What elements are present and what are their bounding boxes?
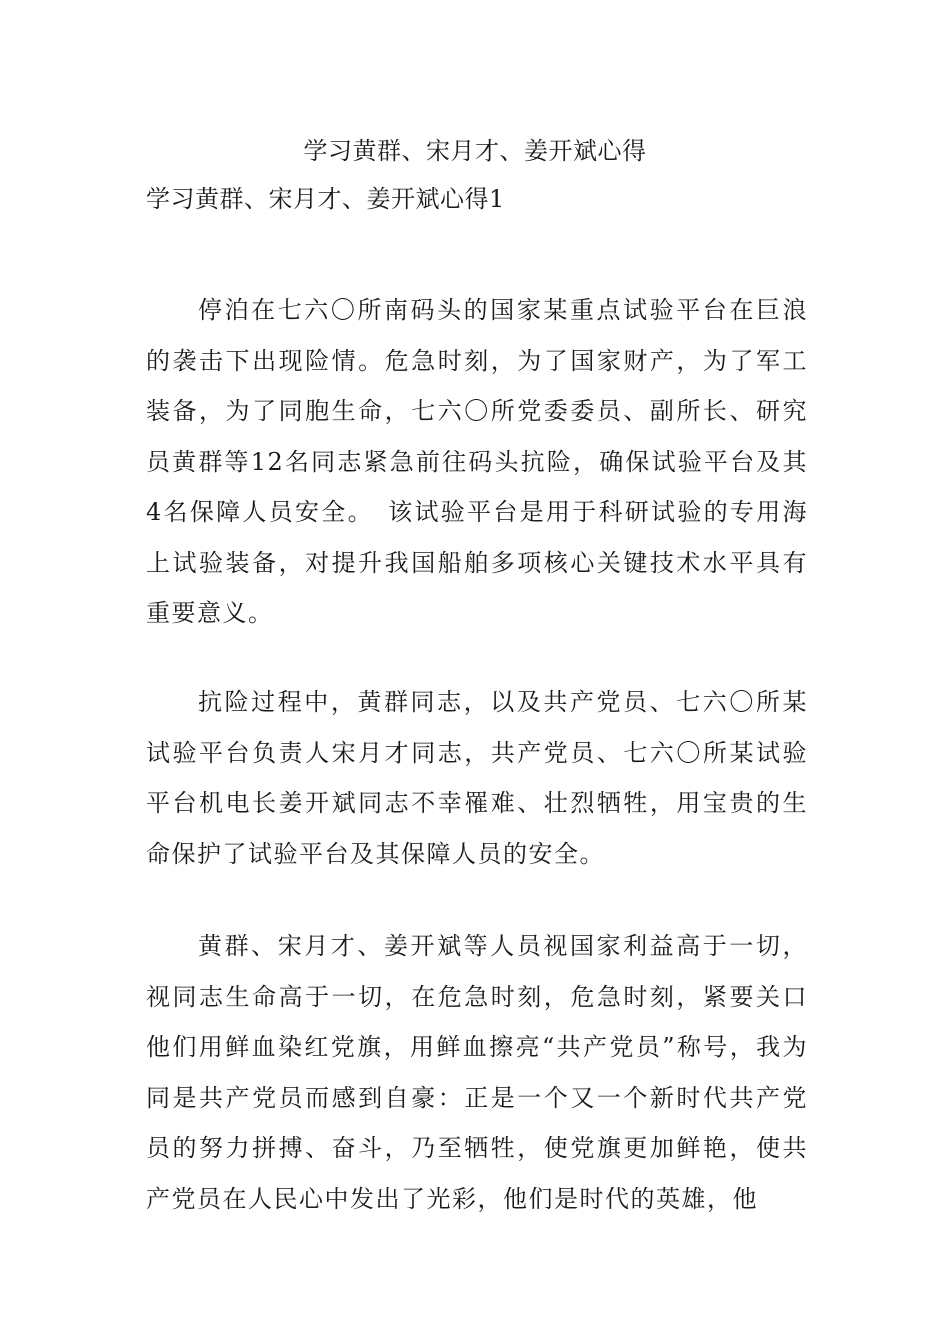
paragraph-2: 抗险过程中，黄群同志，以及共产党员、七六〇所某试验平台负责人宋月才同志，共产党员、七六〇所某试验平台机电长姜开斌同志不幸罹难、壮烈牺牲，用宝贵的生命保护了试验平台及其保障人员的安全。 — [146, 688, 808, 868]
paragraph-1: 停泊在七六〇所南码头的国家某重点试验平台在巨浪的袭击下出现险情。危急时刻，为了国家财产，为了军工装备，为了同胞生命，七六〇所党委委员、副所长、研究员黄群等12名同志紧急前往码头抗险，确保试验平台及其4名保障人员安全。 该试验平台是用于科研试验的专用海上试验装备，对提升我国船舶多项核心关键技术水平具有重要意义。 — [146, 296, 808, 627]
document-title: 学习黄群、宋月才、姜开斌心得 — [303, 137, 647, 165]
paragraph-3: 黄群、宋月才、姜开斌等人员视国家利益高于一切，视同志生命高于一切，在危急时刻，危急时刻，紧要关口他们用鲜血染红党旗，用鲜血擦亮“共产党员”称号，我为同是共产党员而感到自豪：正是一个又一个新时代共产党员的努力拼搏、奋斗，乃至牺牲，使党旗更加鲜艳，使共产党员在人民心中发出了光彩，他们是时代的英雄，他 — [146, 932, 808, 1213]
section-title: 学习黄群、宋月才、姜开斌心得1 — [146, 185, 505, 213]
